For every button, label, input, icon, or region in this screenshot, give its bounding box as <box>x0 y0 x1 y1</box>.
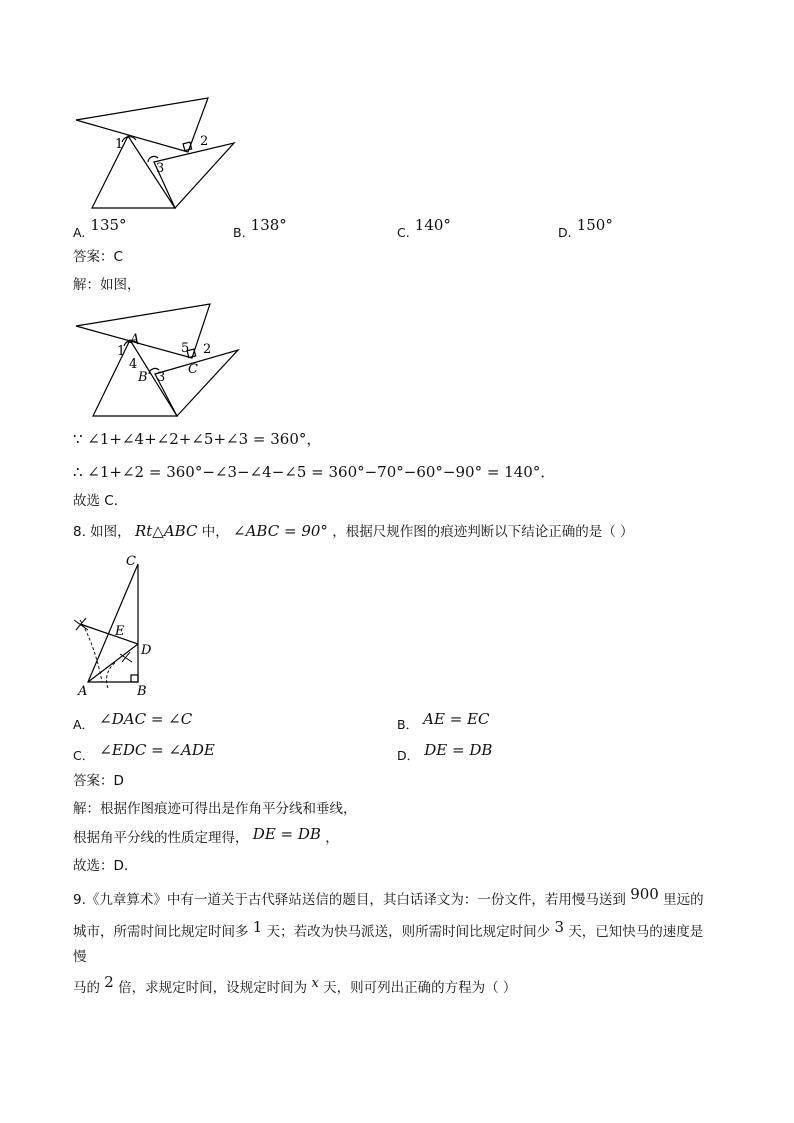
q8-label-e: E <box>115 624 125 639</box>
q9-text: 天，则可列出正确的方程为（ ） <box>323 980 517 996</box>
q7-figure-1 <box>70 92 245 214</box>
q8-stem <box>73 522 634 541</box>
q9-line-4 <box>73 973 517 998</box>
option-value: ∠EDC = ∠ADE <box>99 741 215 759</box>
q7-step-1: ∵ ∠1+∠4+∠2+∠5+∠3 = 360°， <box>73 430 322 448</box>
option-value: 135° <box>90 216 127 234</box>
q8-option-a <box>73 710 193 733</box>
fig2-label-a: A <box>130 332 140 347</box>
q8-option-c <box>73 741 215 764</box>
stem-part: 中， <box>201 524 229 540</box>
q8-label-a: A <box>78 684 88 699</box>
q8-label-b: B <box>137 684 147 699</box>
solution-equation: DE = DB <box>252 825 321 843</box>
q8-solution-1: 解：根据作图痕迹可得出是作角平分线和垂线， <box>73 801 357 817</box>
q9-number: 2 <box>104 973 114 991</box>
q9-text: 9.《九章算术》中有一道关于古代驿站送信的题目，其白话译文为：一份文件，若用慢马送到 <box>73 892 626 908</box>
option-letter: C. <box>397 225 410 240</box>
option-letter: A． <box>73 717 95 732</box>
option-letter: B. <box>233 225 246 240</box>
fig2-label-3: 3 <box>157 370 166 385</box>
option-value: 138° <box>250 216 287 234</box>
fig1-label-3: 3 <box>156 161 165 176</box>
q9-text: 天，已知快马的速度是 <box>568 924 704 940</box>
q9-number: 900 <box>630 885 659 903</box>
q8-answer: 答案：D <box>73 773 124 789</box>
option-letter: D． <box>397 748 420 763</box>
option-value: 150° <box>576 216 613 234</box>
q9-text: 里远的 <box>663 892 704 908</box>
q7-option-d <box>558 216 613 241</box>
q8-option-b <box>397 710 490 733</box>
stem-triangle: Rt△ABC <box>134 522 198 540</box>
option-value: DE = DB <box>424 741 493 759</box>
q8-conclusion: 故选：D． <box>73 858 138 874</box>
q8-option-d <box>397 741 493 764</box>
q8-label-c: C <box>126 554 136 569</box>
q7-answer: 答案：C <box>73 249 123 265</box>
option-value: ∠DAC = ∠C <box>99 710 193 728</box>
q7-conclusion: 故选 C． <box>73 493 128 509</box>
fig2-label-4: 4 <box>129 357 138 372</box>
q7-step-2: ∴ ∠1+∠2 = 360°−∠3−∠4−∠5 = 360°−70°−60°−90° = 140°． <box>73 463 556 481</box>
q9-number: 3 <box>554 918 564 936</box>
stem-part: 8. 如图， <box>73 524 131 540</box>
q9-text: 倍，求规定时间，设规定时间为 <box>118 980 308 996</box>
q7-option-b <box>233 216 287 241</box>
option-value: 140° <box>414 216 451 234</box>
option-letter: A. <box>73 225 86 240</box>
q8-label-d: D <box>141 643 152 658</box>
q7-solution-intro: 解：如图， <box>73 277 141 293</box>
option-letter: B． <box>397 717 419 732</box>
fig2-label-c: C <box>188 362 198 377</box>
stem-angle: ∠ABC = 90° <box>233 522 328 540</box>
fig2-label-5: 5 <box>181 341 190 356</box>
fig1-label-2: 2 <box>200 134 209 149</box>
fig2-label-2: 2 <box>203 342 212 357</box>
fig2-label-b: B <box>138 370 148 385</box>
option-letter: D. <box>558 225 572 240</box>
solution-text: 根据角平分线的性质定理得， <box>73 830 249 846</box>
q9-text: 城市，所需时间比规定时间多 <box>73 924 249 940</box>
solution-text: ， <box>325 830 339 846</box>
q9-line-1 <box>73 885 704 909</box>
q9-line-2 <box>73 918 704 941</box>
q8-figure <box>70 548 160 700</box>
fig2-label-1: 1 <box>117 344 126 359</box>
q7-option-c <box>397 216 451 241</box>
stem-part: ，根据尺规作图的痕迹判断以下结论正确的是（ ） <box>332 524 634 540</box>
q9-number: 1 <box>252 918 263 936</box>
fig1-label-1: 1 <box>115 137 124 152</box>
option-value: AE = EC <box>423 710 490 728</box>
q7-option-a <box>73 216 127 241</box>
q9-text: 马的 <box>73 980 100 996</box>
option-letter: C． <box>73 748 95 763</box>
q9-text: 天；若改为快马派送，则所需时间比规定时间少 <box>266 924 551 940</box>
q7-figure-2 <box>70 300 245 422</box>
q9-line-3: 慢 <box>73 949 87 965</box>
q9-variable: x <box>311 976 319 991</box>
q8-solution-2 <box>73 825 339 847</box>
